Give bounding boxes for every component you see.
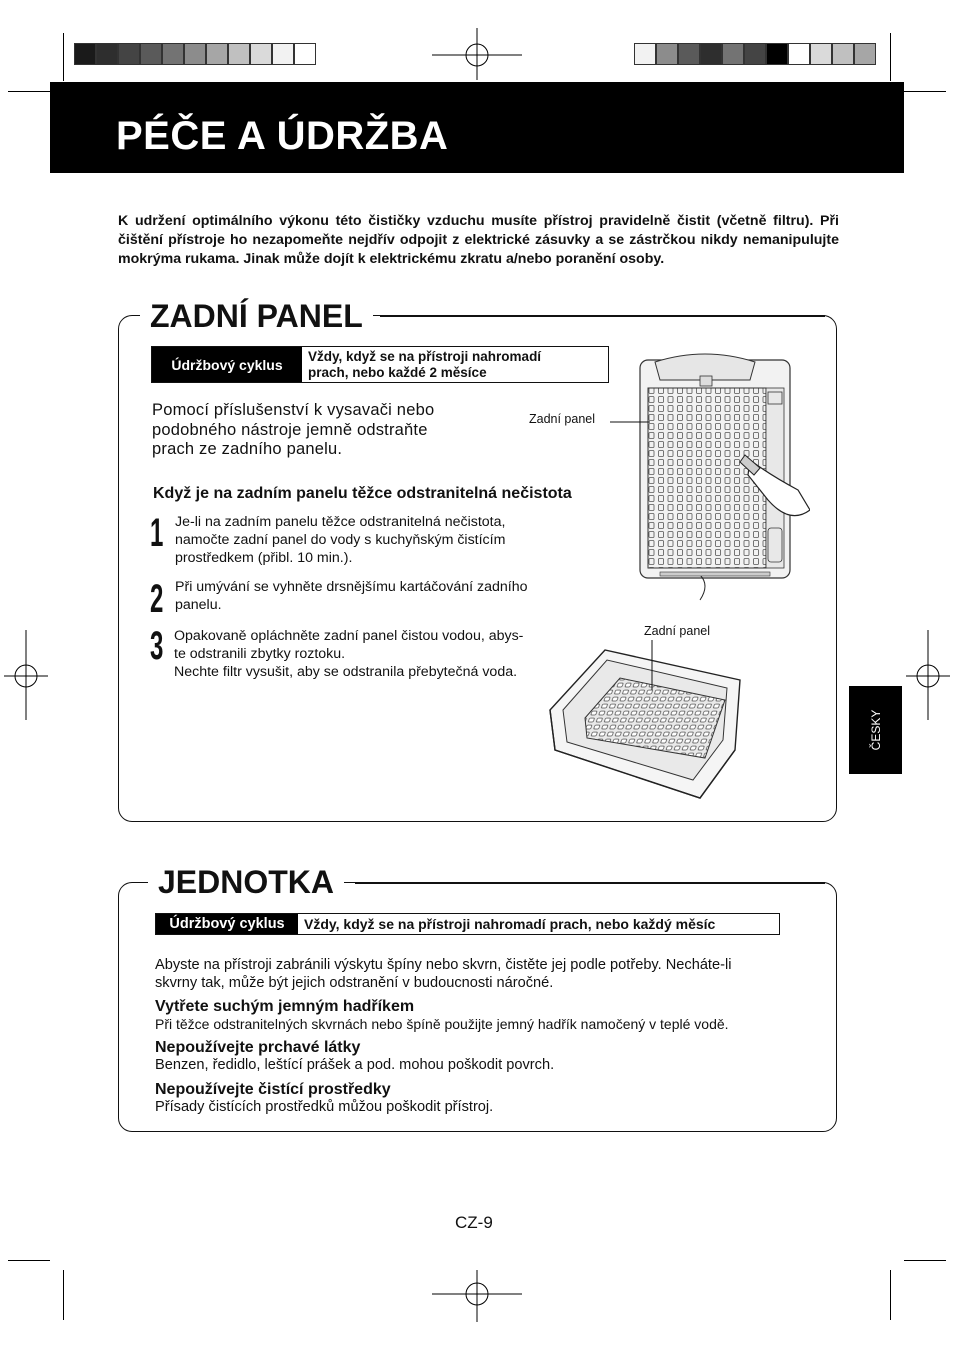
- color-swatch: [118, 43, 140, 65]
- rear-panel-subheading: Když je na zadním panelu těžce odstranitelná nečistota: [153, 485, 572, 502]
- color-swatch: [272, 43, 294, 65]
- step-text: Opakovaně opláchněte zadní panel čistou vodou, abys- te odstranili zbytky roztoku. Nechte filtr vysušit, aby se odstranila přebytečná voda.: [174, 628, 524, 680]
- unit-item: [155, 997, 729, 1032]
- color-swatch: [162, 43, 184, 65]
- color-swatches-right: [634, 43, 876, 65]
- page-number: CZ-9: [455, 1213, 493, 1232]
- cycle-value: Vždy, když se na přístroji nahromadí prach, nebo každé 2 měsíce: [302, 347, 547, 382]
- figure-label-rear-panel: Zadní panel: [529, 412, 596, 426]
- color-swatch: [722, 43, 744, 65]
- cycle-label: Údržbový cyklus: [152, 347, 302, 382]
- color-swatch: [634, 43, 656, 65]
- color-swatch: [184, 43, 206, 65]
- color-swatch: [700, 43, 722, 65]
- step-number: 3: [150, 624, 164, 668]
- figure-label-rear-panel-basin: Zadní panel: [644, 624, 711, 638]
- basin-illustration: [545, 640, 750, 805]
- unit-cycle: [155, 913, 780, 935]
- color-swatch: [678, 43, 700, 65]
- cycle-label: Údržbový cyklus: [156, 914, 298, 934]
- step-text: Při umývání se vyhněte drsnějšímu kartáčování zadního panelu.: [175, 579, 528, 613]
- color-swatch: [228, 43, 250, 65]
- unit-item-heading: Vytřete suchým jemným hadříkem: [155, 998, 415, 1015]
- color-swatch: [250, 43, 272, 65]
- unit-item-heading: Nepoužívejte čistící prostředky: [155, 1081, 391, 1098]
- unit-item-text: Přísady čistících prostředků můžou poškodit přístroj.: [155, 1099, 494, 1115]
- unit-title: JEDNOTKA: [148, 864, 344, 901]
- rear-panel-cycle: [151, 346, 609, 383]
- step-text: Je-li na zadním panelu těžce odstranitelná nečistota, namočte zadní panel do vody s kuchyňským čistícím prostředkem (přibl. 10 min.).: [175, 514, 506, 566]
- page-title: PÉČE A ÚDRŽBA: [116, 114, 449, 158]
- color-swatch: [744, 43, 766, 65]
- color-swatch: [74, 43, 96, 65]
- unit-description: Abyste na přístroji zabránili výskytu špíny nebo skvrn, čistěte jej podle potřeby. Necháte-li skvrny tak, může být jejich odstranění v budoucnosti náročné.: [155, 957, 732, 991]
- color-swatch: [832, 43, 854, 65]
- color-swatch: [854, 43, 876, 65]
- unit-item: [155, 1080, 493, 1115]
- color-swatch: [766, 43, 788, 65]
- purifier-rear-illustration: [600, 350, 810, 610]
- step-number: 1: [150, 511, 164, 555]
- step-number: 2: [150, 577, 164, 621]
- color-swatch: [788, 43, 810, 65]
- color-swatch: [96, 43, 118, 65]
- color-swatch: [206, 43, 228, 65]
- unit-item: [155, 1038, 554, 1073]
- color-swatch: [294, 43, 316, 65]
- color-swatches-left: [74, 43, 316, 65]
- cycle-value: Vždy, když se na přístroji nahromadí prach, nebo každý měsíc: [298, 914, 721, 934]
- color-swatch: [656, 43, 678, 65]
- language-tab-label: ČESKY: [869, 709, 883, 751]
- rear-panel-description: Pomocí příslušenství k vysavači nebo podobného nástroje jemně odstraňte prach ze zadního panelu.: [152, 401, 435, 458]
- intro-warning: K udržení optimálního výkonu této čističky vzduchu musíte přístroj pravidelně čistit (včetně filtru). Při čištění přístroje ho nezapomeňte nejdřív odpojit z elektrické zásuvky a se zástrčkou nikdy nemanipulujte mokrýma rukama. Jinak může dojít k elektrickému zkratu a/nebo poranění osoby.: [118, 213, 839, 267]
- color-swatch: [810, 43, 832, 65]
- unit-item-text: Benzen, ředidlo, leštící prášek a pod. mohou poškodit povrch.: [155, 1057, 555, 1073]
- rear-panel-title: ZADNÍ PANEL: [140, 298, 373, 335]
- unit-item-text: Při těžce odstranitelných skvrnách nebo špíně použijte jemný hadřík namočený v teplé vodě.: [155, 1016, 729, 1032]
- color-swatch: [140, 43, 162, 65]
- unit-item-heading: Nepoužívejte prchavé látky: [155, 1039, 361, 1056]
